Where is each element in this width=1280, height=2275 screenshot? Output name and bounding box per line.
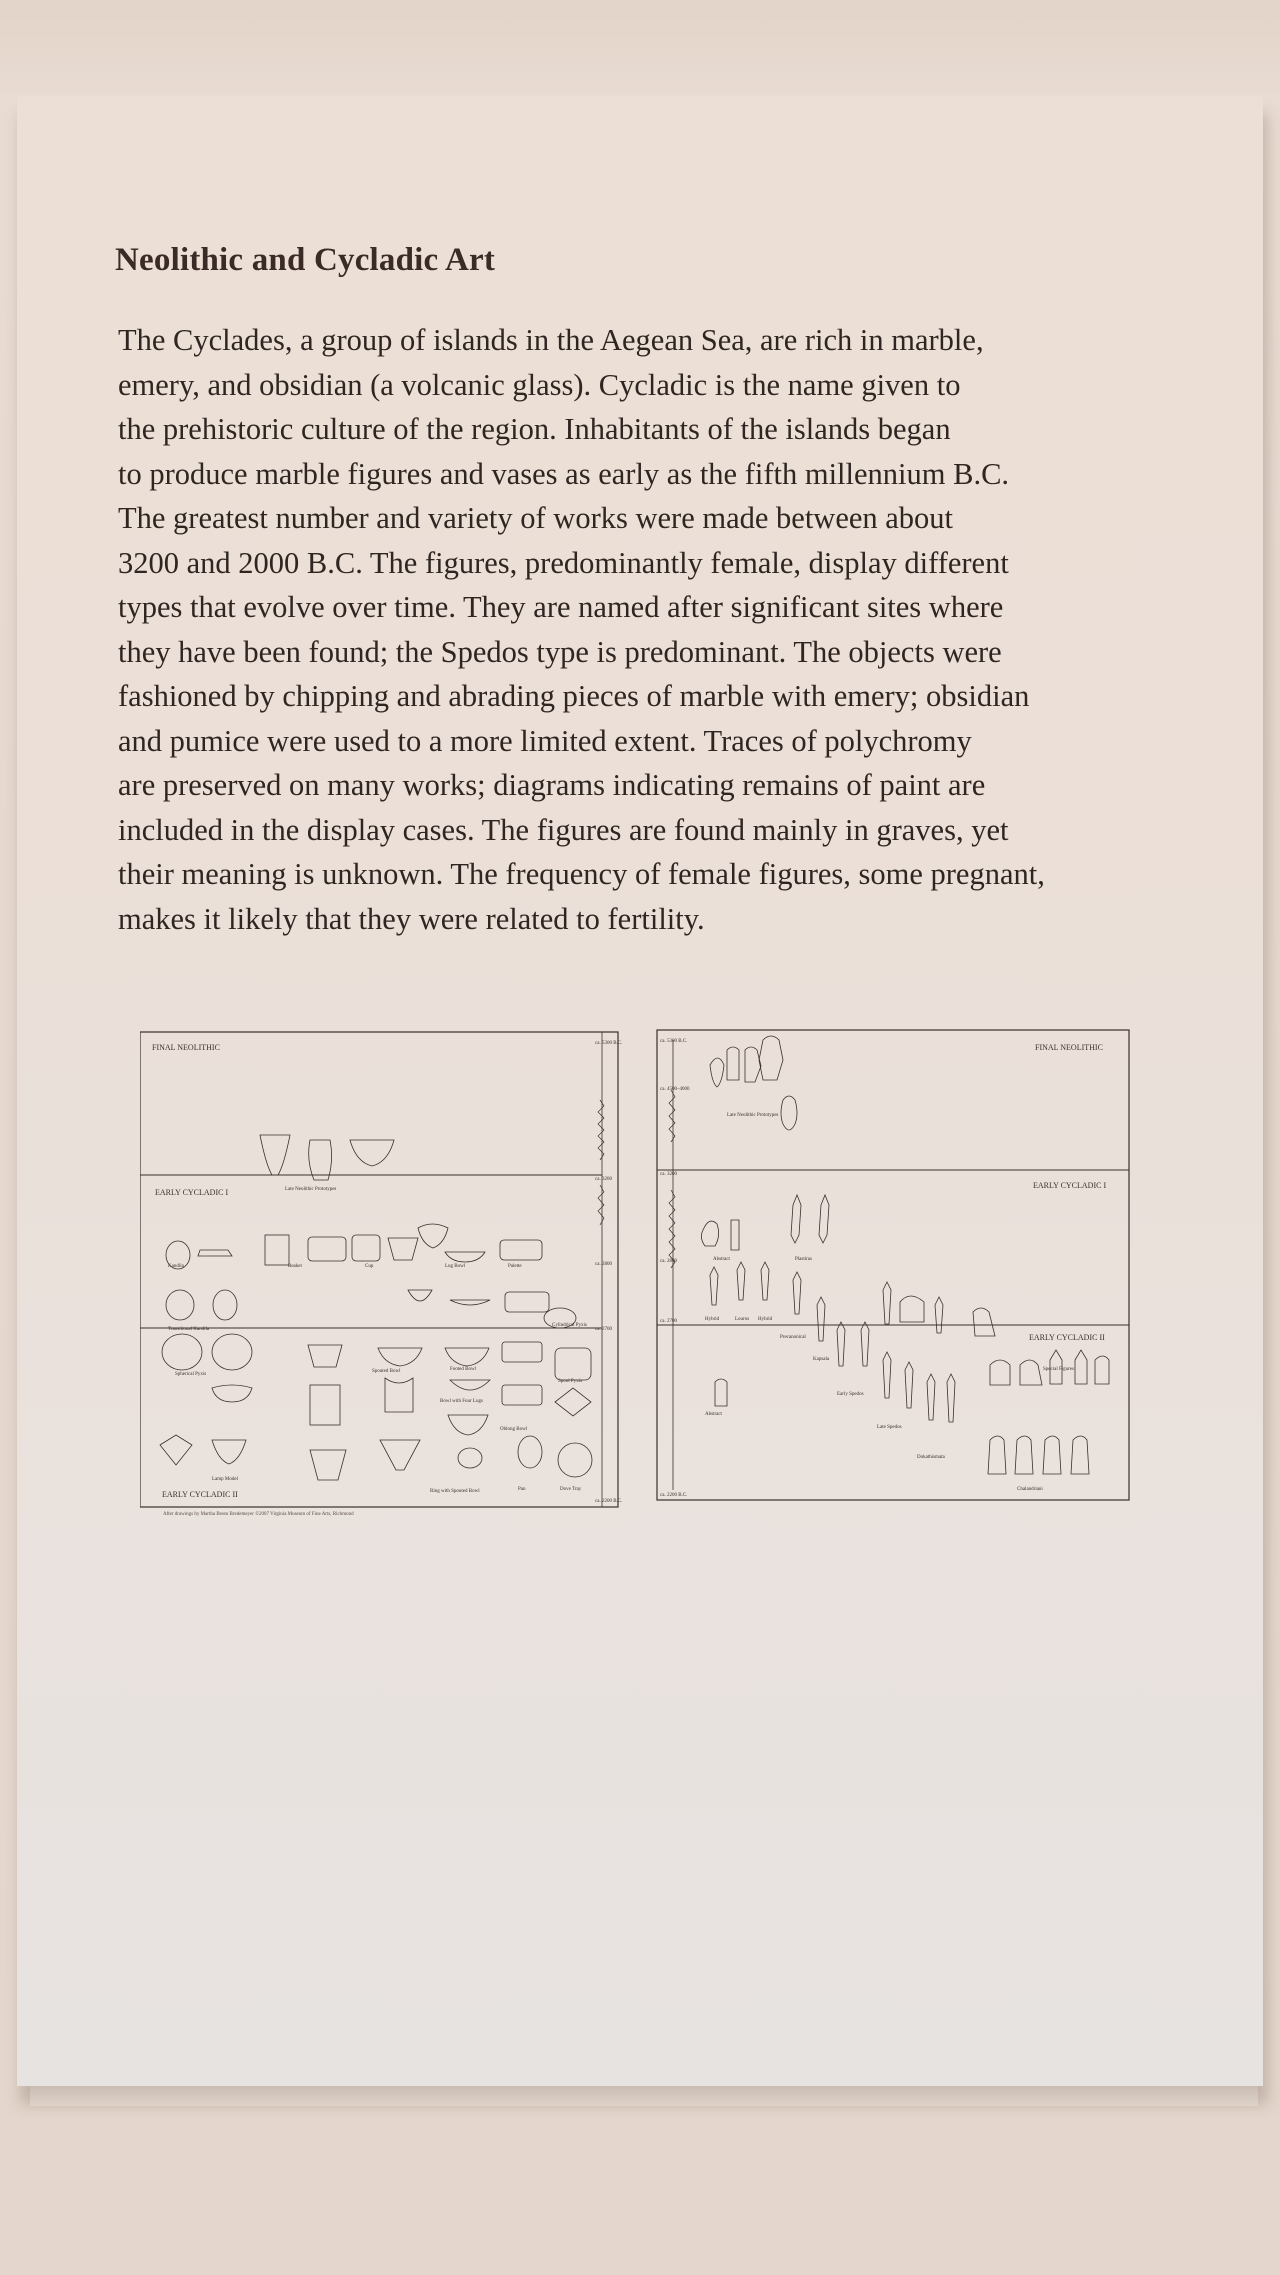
body-line: makes it likely that they were related to fertility. bbox=[118, 901, 705, 936]
body-line: fashioned by chipping and abrading pieces of marble with emery; obsidian bbox=[118, 679, 1030, 713]
period-label: EARLY CYCLADIC I bbox=[155, 1188, 229, 1197]
vessel-label: Palette bbox=[508, 1264, 522, 1269]
figure-label: Abstract bbox=[705, 1412, 722, 1417]
period-label: FINAL NEOLITHIC bbox=[152, 1043, 220, 1052]
figure-label: Late Neolithic Prototypes bbox=[727, 1113, 779, 1118]
figure-label: Kapsala bbox=[813, 1357, 830, 1362]
vessel-label: Cup bbox=[365, 1264, 374, 1269]
vessel-label: Cylindrical Pyxis bbox=[552, 1323, 587, 1328]
figure-label: Late Spedos bbox=[877, 1425, 902, 1430]
date-label: ca. 2200 B.C. bbox=[595, 1499, 623, 1504]
vessel-label: Late Neolithic Prototypes bbox=[285, 1187, 337, 1192]
wall-background bbox=[0, 0, 1280, 96]
vessel-label: Pan bbox=[518, 1487, 526, 1492]
vessel-label: Footed Bowl bbox=[450, 1367, 476, 1372]
figure-label: Special Figures bbox=[1043, 1367, 1074, 1372]
vessel-label: Ring with Spouted Bowl bbox=[430, 1489, 480, 1494]
body-line: The Cyclades, a group of islands in the Aegean Sea, are rich in marble, bbox=[118, 323, 984, 357]
vessel-label: Transitional Kandila bbox=[168, 1327, 210, 1332]
date-label: ca. 2800 bbox=[660, 1259, 677, 1264]
vessels-timeline-diagram bbox=[140, 1030, 630, 1510]
body-line: included in the display cases. The figures are found mainly in graves, yet bbox=[118, 812, 1009, 847]
vessel-label: Spouted Bowl bbox=[372, 1369, 401, 1374]
vessel-label: Spherical Pyxis bbox=[175, 1372, 207, 1377]
figure-label: Abstract bbox=[713, 1257, 730, 1262]
date-label: ca. 5300 B.C. bbox=[660, 1039, 688, 1044]
vessel-label: Lamp Model bbox=[212, 1477, 238, 1482]
date-label: ca. 2200 B.C. bbox=[660, 1493, 688, 1498]
figurine-drawings bbox=[701, 1036, 1109, 1474]
period-label: EARLY CYCLADIC II bbox=[1029, 1333, 1105, 1342]
vessel-drawings bbox=[160, 1135, 592, 1480]
body-line: to produce marble figures and vases as early as the fifth millennium B.C. bbox=[118, 456, 1010, 491]
period-label: FINAL NEOLITHIC bbox=[1035, 1043, 1103, 1052]
date-label: ca. 2700 bbox=[660, 1319, 677, 1324]
figure-label: Precanonical bbox=[780, 1335, 806, 1340]
date-label: ca. 5300 B.C. bbox=[595, 1041, 623, 1046]
date-label: ca. 2800 bbox=[595, 1262, 612, 1267]
figure-label: Hybrid bbox=[758, 1317, 773, 1322]
figure-label: Chalandriani bbox=[1017, 1487, 1043, 1492]
period-label: EARLY CYCLADIC I bbox=[1033, 1181, 1107, 1190]
figure-label: Louros bbox=[735, 1317, 750, 1322]
panel-title: Neolithic and Cycladic Art bbox=[115, 242, 496, 278]
figure-label: Early Spedos bbox=[837, 1392, 864, 1397]
panel-shadow bbox=[30, 2086, 1258, 2106]
vessel-label: Lug Bowl bbox=[445, 1264, 466, 1269]
figure-label: Plastiras bbox=[795, 1257, 812, 1262]
period-label: EARLY CYCLADIC II bbox=[162, 1490, 238, 1499]
panel-body-text bbox=[118, 318, 1148, 941]
body-line: 3200 and 2000 B.C. The figures, predominantly female, display different bbox=[118, 545, 1009, 580]
date-label: ca. 2700 bbox=[595, 1327, 612, 1332]
vessel-label: Dove Tray bbox=[560, 1487, 582, 1492]
body-line: they have been found; the Spedos type is predominant. The objects were bbox=[118, 634, 1002, 669]
body-line: the prehistoric culture of the region. Inhabitants of the islands began bbox=[118, 412, 951, 446]
vessel-label: Oblong Bowl bbox=[500, 1427, 528, 1432]
figures-timeline-diagram bbox=[655, 1020, 1135, 1510]
vessel-label: Spool Pyxis bbox=[558, 1379, 583, 1384]
date-label: ca. 4500–4000 bbox=[660, 1087, 690, 1092]
body-line: their meaning is unknown. The frequency of female figures, some pregnant, bbox=[118, 857, 1045, 891]
figure-label: Hybrid bbox=[705, 1317, 720, 1322]
body-line: types that evolve over time. They are named after significant sites where bbox=[118, 590, 1004, 624]
date-label: ca. 3200 bbox=[660, 1172, 677, 1177]
date-label: ca. 3200 bbox=[595, 1177, 612, 1182]
body-line: emery, and obsidian (a volcanic glass). Cycladic is the name given to bbox=[118, 367, 961, 402]
vessel-label: Bowl with Four Lugs bbox=[440, 1399, 483, 1404]
body-line: are preserved on many works; diagrams indicating remains of paint are bbox=[118, 768, 986, 802]
vessel-label: Beaker bbox=[288, 1264, 303, 1269]
body-line: The greatest number and variety of works were made between about bbox=[118, 501, 954, 535]
vessel-label: Kandila bbox=[168, 1264, 184, 1269]
drawing-credit: After drawings by Martha Breen Bredemeyer ©2007 Virginia Museum of Fine Arts, Richmond bbox=[163, 1512, 354, 1517]
figure-label: Dokathismata bbox=[917, 1455, 945, 1460]
body-line: and pumice were used to a more limited extent. Traces of polychromy bbox=[118, 723, 972, 758]
